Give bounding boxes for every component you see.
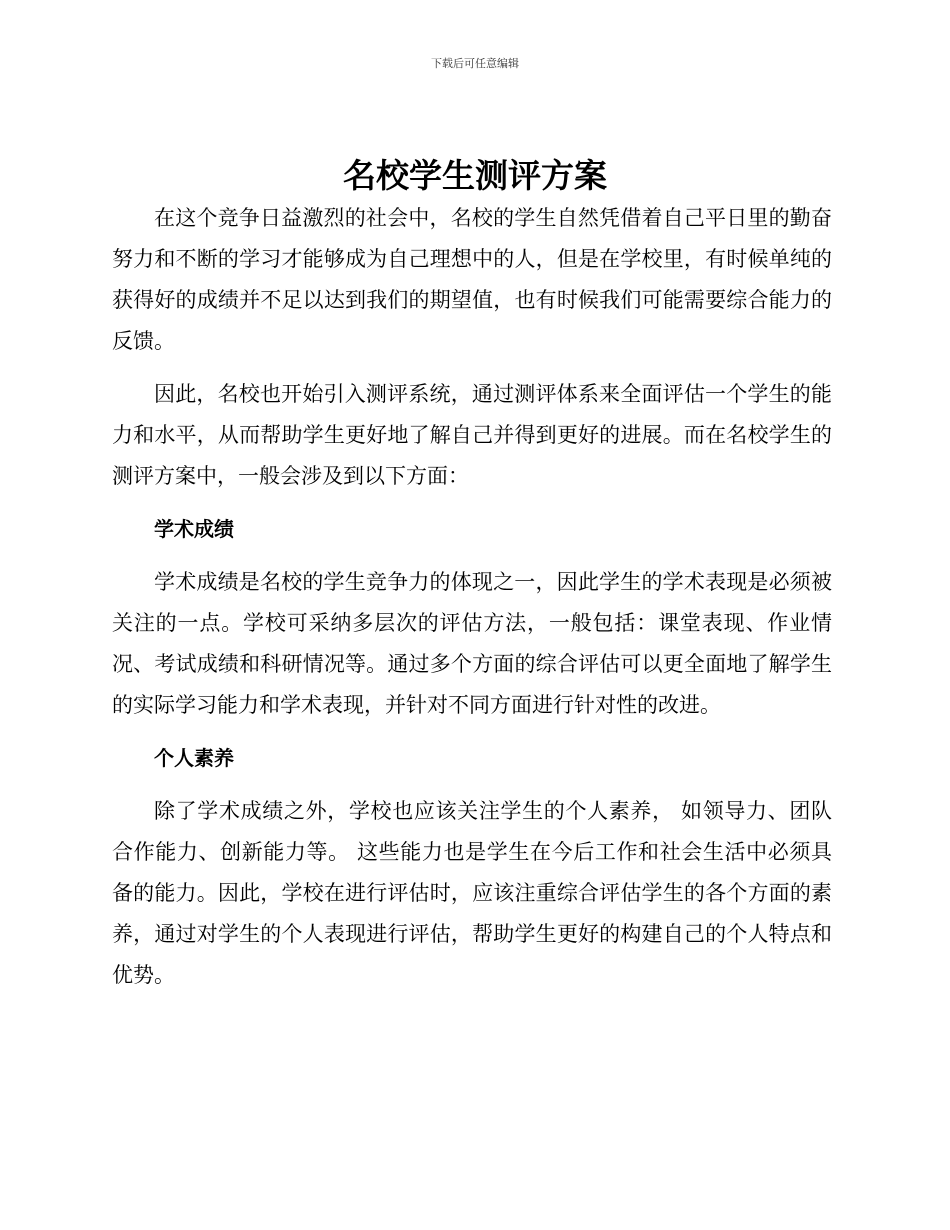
section-heading-personal: 个人素养 (154, 746, 234, 770)
section-heading-academic: 学术成绩 (154, 517, 234, 541)
header-note: 下载后可任意编辑 (431, 57, 519, 70)
intro-paragraph-2: 因此，名校也开始引入测评系统，通过测评体系来全面评估一个学生的能力和水平，从而帮助学生更好地了解自己并得到更好的进展。而在名校学生的测评方案中，一般会涉及到以下方面： (112, 382, 832, 488)
section-body-personal: 除了学术成绩之外，学校也应该关注学生的个人素养， 如领导力、团队合作能力、创新能力等。 这些能力也是学生在今后工作和社会生活中必须具备的能力。因此，学校在进行评估时，应该注重综合评估学生的各个方面的素养，通过对学生的个人表现进行评估，帮助学生更好的构建自己的个人特点和优势。 (112, 799, 832, 987)
section-body-academic: 学术成绩是名校的学生竞争力的体现之一，因此学生的学术表现是必须被关注的一点。学校可采纳多层次的评估方法，一般包括：课堂表现、作业情况、考试成绩和科研情况等。通过多个方面的综合评估可以更全面地了解学生的实际学习能力和学术表现，并针对不同方面进行针对性的改进。 (112, 570, 832, 717)
document-title: 名校学生测评方案 (343, 156, 607, 195)
document-body (112, 198, 832, 1008)
intro-paragraph-1: 在这个竞争日益激烈的社会中，名校的学生自然凭借着自己平日里的勤奋努力和不断的学习才能够成为自己理想中的人，但是在学校里，有时候单纯的获得好的成绩并不足以达到我们的期望值，也有时候我们可能需要综合能力的反馈。 (112, 206, 832, 353)
